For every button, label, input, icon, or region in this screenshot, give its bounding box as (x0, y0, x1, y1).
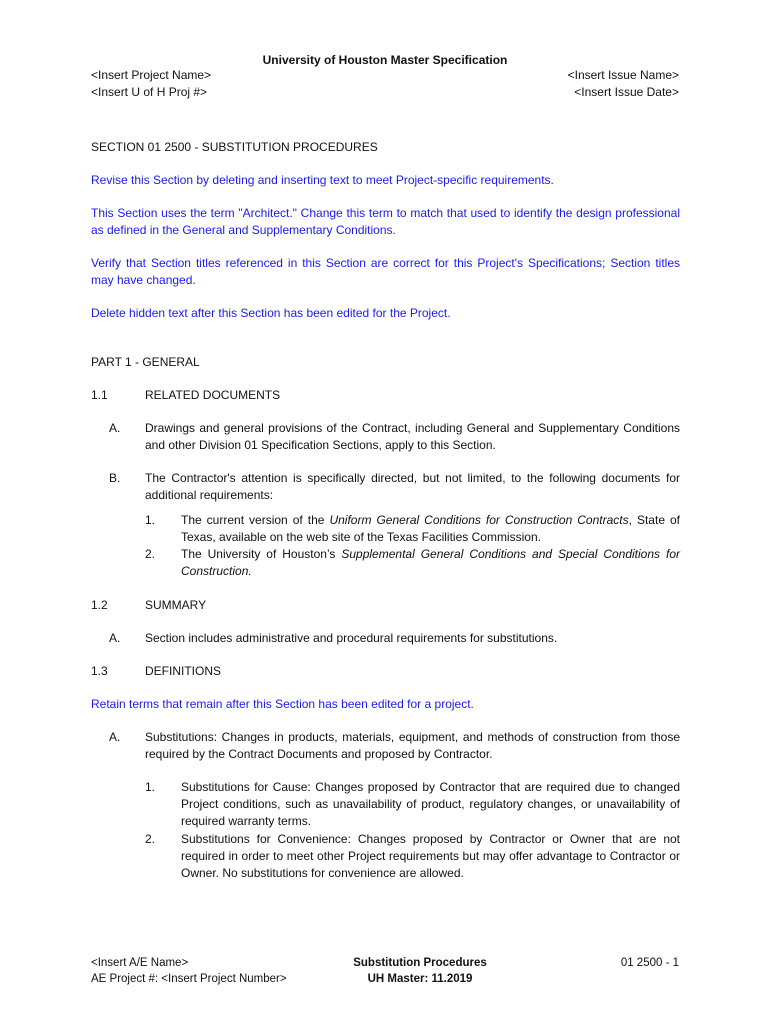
paragraph-label: A. (109, 421, 121, 435)
paragraph-text: Section includes administrative and procedural requirements for substitutions. (145, 631, 558, 645)
footer-ae-project: AE Project #: <Insert Project Number> (91, 973, 287, 985)
subparagraph-text: Substitutions for Cause: Changes proposed by Contractor that are required due to changed Project conditions, such as unavailability of product, regulatory changes, or unavailability of required warranty terms. (181, 780, 680, 828)
project-number: <Insert U of H Proj #> (91, 85, 208, 99)
article-title: DEFINITIONS (145, 664, 222, 678)
article-number: 1.1 (91, 388, 108, 402)
footer-ae-name: <Insert A/E Name> (91, 957, 189, 969)
footer-page-number: 01 2500 - 1 (620, 957, 679, 969)
paragraph-label: A. (109, 730, 121, 744)
paragraph-text: The Contractor's attention is specifically directed, but not limited, to the following documents for additional requirements: (145, 471, 680, 502)
article-number: 1.3 (91, 664, 108, 678)
editor-note: Delete hidden text after this Section has been edited for the Project. (91, 306, 451, 320)
subparagraph-text: The current version of the Uniform General Conditions for Construction Contracts, State of Texas, available on the web site of the Texas Facilities Commission. (181, 513, 681, 544)
editor-note: Revise this Section by deleting and inserting text to meet Project-specific requirements. (91, 173, 554, 187)
article-number: 1.2 (91, 598, 108, 612)
editor-note: Verify that Section titles referenced in this Section are correct for this Project's Specifications; Section titles may have changed. (91, 256, 680, 287)
editor-note: Retain terms that remain after this Section has been edited for a project. (91, 697, 474, 711)
paragraph-text: Drawings and general provisions of the Contract, including General and Supplementary Conditions and other Division 01 Specification Sections, apply to this Section. (145, 421, 680, 452)
part-heading: PART 1 - GENERAL (91, 355, 200, 369)
subparagraph-label: 1. (145, 780, 156, 794)
issue-name: <Insert Issue Name> (567, 68, 679, 82)
article-title: SUMMARY (145, 598, 207, 612)
footer-uh-master: UH Master: 11.2019 (367, 973, 473, 985)
paragraph-label: A. (109, 631, 121, 645)
subparagraph-label: 2. (145, 832, 156, 846)
footer-doc-title: Substitution Procedures (353, 957, 487, 969)
editor-note: This Section uses the term "Architect." Change this term to match that used to identify the design professional as defined in the General and Supplementary Conditions. (91, 206, 680, 237)
subparagraph-text: The University of Houston’s Supplemental General Conditions and Special Conditions for Construction. (181, 547, 680, 578)
spec-title: University of Houston Master Specification (262, 53, 508, 67)
issue-date: <Insert Issue Date> (574, 85, 679, 99)
project-name: <Insert Project Name> (91, 68, 212, 82)
subparagraph-label: 2. (145, 547, 156, 561)
subparagraph-text: Substitutions for Convenience: Changes proposed by Contractor or Owner that are not required in order to meet other Project requirements but may offer advantage to Contractor or Owner. No substitutions for convenience are allowed. (181, 832, 680, 880)
section-title: SECTION 01 2500 - SUBSTITUTION PROCEDURES (91, 140, 378, 154)
paragraph-label: B. (109, 471, 121, 485)
paragraph-text: Substitutions: Changes in products, materials, equipment, and methods of construction from those required by the Contract Documents and proposed by Contractor. (145, 730, 680, 761)
article-title: RELATED DOCUMENTS (145, 388, 281, 402)
subparagraph-label: 1. (145, 513, 156, 527)
